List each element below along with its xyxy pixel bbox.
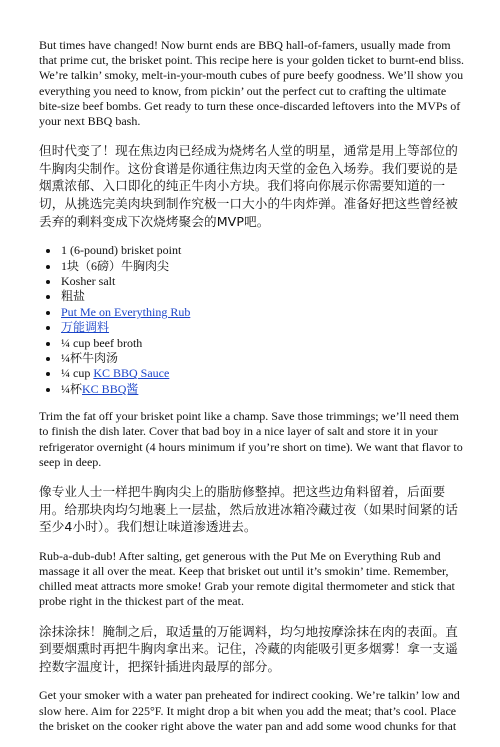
ingredient-text: 粗盐 [61,289,86,304]
rub-recipe-link[interactable]: Put Me on Everything Rub [61,304,191,319]
sauce-recipe-link[interactable]: KC BBQ Sauce [93,366,170,381]
ingredient-item [61,305,469,320]
intro-paragraph: But times have changed! Now burnt ends are BBQ hall-of-famers, usually made from that prime cut, the brisket point. This recipe here is your golden ticket to burnt-end bliss. We’re talkin’ smoky, melt-in-your-mouth cubes of pure beefy goodness. We’ll show you everything you need to know, from pickin’ out the perfect cut to crafting the ultimate bite-size beef bombs. Get ready to turn these once-discarded leftovers into the MVPs of your next BBQ bash. [39,38,465,129]
ingredient-text: ¼杯 [61,381,83,396]
ingredient-item [61,274,469,289]
ingredient-text: 1块（6磅）牛胸肉尖 [61,258,170,273]
ingredient-text: Kosher salt [61,274,116,288]
ingredient-item [61,289,469,304]
intro-paragraph-zh: 但时代变了！现在焦边肉已经成为烧烤名人堂的明星，通常是用上等部位的牛胸肉尖制作。这份食谱是你通往焦边肉天堂的金色入场券。我们要说的是烟熏浓郁、入口即化的纯正牛肉小方块。我们将向你展示你需要知道的一切，从挑选完美肉块到制作究极一口大小的牛肉炸弹。准备好把这些曾经被丢弃的剩料变成下次烧烤聚会的MVP吧。 [39,143,458,229]
sauce-recipe-link-zh[interactable]: KC BBQ酱 [82,381,139,396]
ingredient-item [61,243,469,258]
ingredient-text: ¼ cup [61,366,94,381]
ingredient-item [61,336,469,351]
ingredient-text: ¼ cup beef broth [61,335,143,350]
ingredient-text: ¼杯牛肉汤 [61,351,119,366]
ingredient-item [61,382,469,397]
rub-recipe-link-zh[interactable]: 万能调料 [61,320,110,335]
ingredient-item [61,366,469,381]
rub-step-paragraph: Rub-a-dub-dub! After salting, get generous with the Put Me on Everything Rub and massage it all over the meat. Keep that brisket out until it’s smokin’ time. Remember, chilled meat attracts more smoke! Grab your remote digital thermometer and stick that probe right in the thickest part of the meat. [39,548,455,609]
article-body [39,38,469,747]
ingredient-list [39,243,469,397]
rub-step-paragraph-zh: 涂抹涂抹！腌制之后，取适量的万能调料，均匀地按摩涂抹在肉的表面。直到要烟熏时再把牛胸肉拿出来。记住，冷藏的肉能吸引更多烟雾！拿一支遥控数字温度计，把探针插进肉最厚的部分。 [39,623,458,674]
ingredient-item [61,320,469,335]
trim-step-paragraph-zh: 像专业人士一样把牛胸肉尖上的脂肪修整掉。把这些边角料留着，后面要用。给那块肉均匀地裹上一层盐，然后放进冰箱冷藏过夜（如果时间紧的话至少4小时）。我们想让味道渗透进去。 [39,484,458,535]
smoker-step-paragraph: Get your smoker with a water pan preheated for indirect cooking. We’re talkin’ low and slow here. Aim for 225°F. It might drop a bit when you add the meat; that’s cool. Place the brisket on the cooker right above the water pan and add some wood chunks for that [39,688,460,733]
ingredient-item [61,351,469,366]
ingredient-text: 1 (6-pound) brisket point [61,243,182,258]
ingredient-item [61,259,469,274]
trim-step-paragraph: Trim the fat off your brisket point like a champ. Save those trimmings; we’ll need them to finish the dish later. Cover that bad boy in a nice layer of salt and store it in your refrigerator overnight (4 hours minimum if you’re short on time). We want that flavor to seep in deep. [39,409,463,469]
